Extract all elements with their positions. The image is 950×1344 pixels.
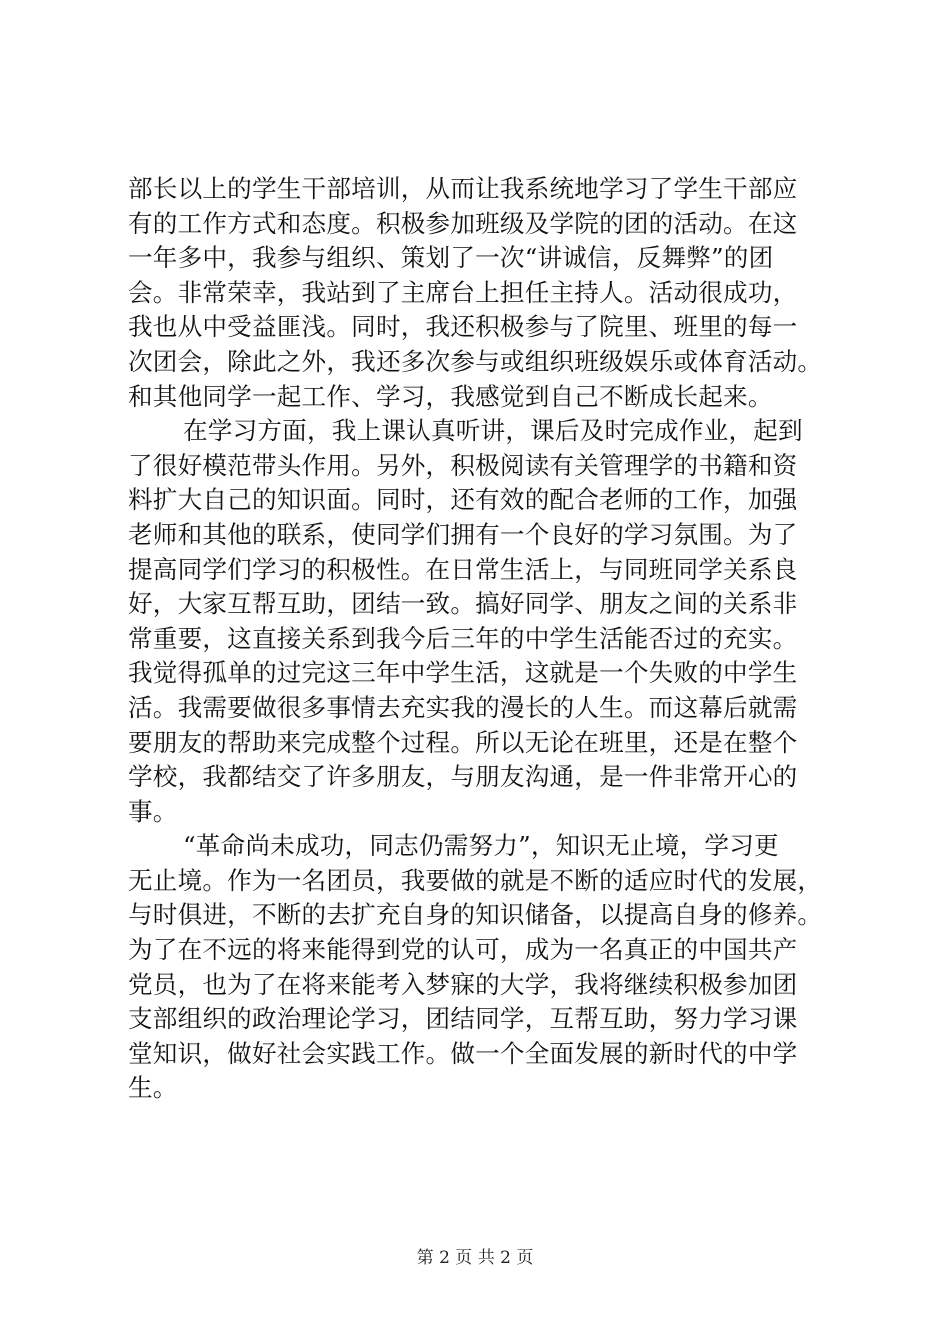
- text-line: 老师和其他的联系，使同学们拥有一个良好的学习氛围。为了: [128, 519, 798, 549]
- text-line: 无止境。作为一名团员，我要做的就是不断的适应时代的发展，: [128, 865, 823, 895]
- text-line: 学校，我都结交了许多朋友，与朋友沟通，是一件非常开心的: [128, 762, 798, 792]
- text-line: 提高同学们学习的积极性。在日常生活上，与同班同学关系良: [128, 554, 798, 584]
- text-line: 好，大家互帮互助，团结一致。搞好同学、朋友之间的关系非: [128, 589, 798, 619]
- text-line: 支部组织的政治理论学习，团结同学，互帮互助，努力学习课: [128, 1004, 798, 1034]
- text-line: 会。非常荣幸，我站到了主席台上担任主持人。活动很成功，: [128, 277, 798, 307]
- text-line: 部长以上的学生干部培训，从而让我系统地学习了学生干部应: [128, 174, 798, 203]
- text-line: 活。我需要做很多事情去充实我的漫长的人生。而这幕后就需: [128, 692, 798, 722]
- text-line: 与时俱进，不断的去扩充自身的知识储备，以提高自身的修养。: [128, 900, 823, 930]
- text-line: 有的工作方式和态度。积极参加班级及学院的团的活动。在这: [128, 208, 798, 238]
- text-line: 和其他同学一起工作、学习，我感觉到自己不断成长起来。: [128, 381, 773, 411]
- text-line: 堂知识，做好社会实践工作。做一个全面发展的新时代的中学: [128, 1038, 798, 1068]
- text-line: 要朋友的帮助来完成整个过程。所以无论在班里，还是在整个: [128, 727, 798, 757]
- text-line: 生。: [128, 1073, 178, 1103]
- text-line: 我觉得孤单的过完这三年中学生活，这就是一个失败的中学生: [128, 658, 798, 688]
- document-body: [128, 172, 848, 1106]
- paragraph: [128, 172, 848, 414]
- text-line: 常重要，这直接关系到我今后三年的中学生活能否过的充实。: [128, 623, 798, 653]
- paragraph: [128, 829, 848, 1106]
- text-line: 在学习方面，我上课认真听讲，课后及时完成作业，起到: [183, 416, 803, 446]
- text-line: 次团会，除此之外，我还多次参与或组织班级娱乐或体育活动。: [128, 346, 823, 376]
- text-line: 我也从中受益匪浅。同时，我还积极参与了院里、班里的每一: [128, 312, 798, 342]
- text-line: 党员，也为了在将来能考入梦寐的大学，我将继续积极参加团: [128, 969, 798, 999]
- text-line: 了很好模范带头作用。另外，积极阅读有关管理学的书籍和资: [128, 450, 798, 480]
- page-number-footer: 第 2 页 共 2 页: [416, 1248, 534, 1268]
- text-line: 为了在不远的将来能得到党的认可，成为一名真正的中国共产: [128, 935, 798, 965]
- text-line: 事。: [128, 796, 178, 826]
- paragraph: [128, 414, 848, 829]
- text-line: 一年多中，我参与组织、策划了一次“讲诚信，反舞弊”的团: [128, 243, 774, 273]
- text-line: “革命尚未成功，同志仍需努力”，知识无止境，学习更: [183, 831, 779, 861]
- text-line: 料扩大自己的知识面。同时，还有效的配合老师的工作，加强: [128, 485, 798, 515]
